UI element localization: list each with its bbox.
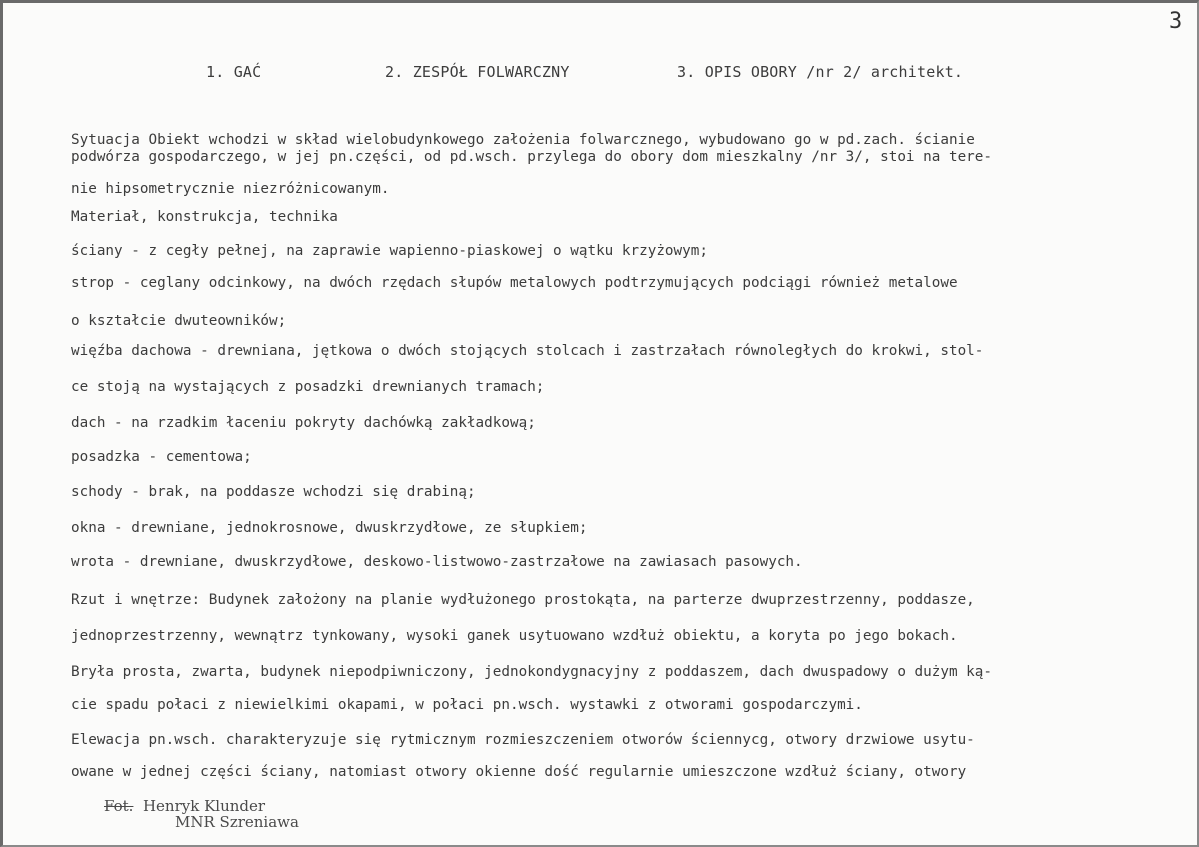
line-text: - drewniane, jednokrosnowe, dwuskrzydłowe, ze słupkiem; xyxy=(105,520,588,536)
text-line xyxy=(71,764,1191,780)
line-text: jednoprzestrzenny, wewnątrz tynkowany, wysoki ganek usytuowano wzdłuż obiektu, a koryta po jego bokach. xyxy=(71,628,958,644)
section-label: wrota xyxy=(71,554,115,570)
line-text: owane w jednej części ściany, natomiast otwory okienne dość regularnie umieszczone wzdłuż ściany, otwory xyxy=(71,764,967,780)
struck-label: Fot. xyxy=(104,797,134,815)
text-line xyxy=(71,209,1191,225)
section-label: ściany xyxy=(71,243,123,259)
line-text: - brak, na poddasze wchodzi się drabiną; xyxy=(122,484,476,500)
text-line xyxy=(71,628,1191,644)
line-text: ce stoją na wystających z posadzki drewnianych tramach; xyxy=(71,379,545,395)
text-line xyxy=(71,449,1191,465)
text-line xyxy=(71,343,1191,359)
text-line xyxy=(71,275,1191,291)
header-location: 1. GAĆ xyxy=(206,63,262,81)
text-line xyxy=(71,132,1191,148)
section-label: Sytuacja xyxy=(71,132,140,148)
text-line xyxy=(71,313,1191,329)
section-label: Materiał, konstrukcja, technika xyxy=(71,209,338,225)
text-line xyxy=(71,379,1191,395)
page-number: 3 xyxy=(1169,9,1183,34)
text-line xyxy=(71,664,1191,680)
text-line xyxy=(71,732,1191,748)
line-text: - drewniane, dwuskrzydłowe, deskowo-listwowo-zastrzałowe na zawiasach pasowych. xyxy=(114,554,803,570)
text-line xyxy=(71,149,1191,165)
text-line xyxy=(71,243,1191,259)
header-description: 3. OPIS OBORY /nr 2/ architekt. xyxy=(677,63,964,81)
line-text: charakteryzuje się rytmicznym rozmieszczeniem otworów ściennycg, otwory drzwiowe usytu- xyxy=(217,732,975,748)
section-label: posadzka xyxy=(71,449,140,465)
section-label: okna xyxy=(71,520,106,536)
line-text: Obiekt wchodzi w skład wielobudynkowego założenia folwarcznego, wybudowano go w pd.zach. ścianie xyxy=(139,132,975,148)
section-label: Elewacja pn.wsch. xyxy=(71,732,218,748)
line-text: - cementowa; xyxy=(139,449,252,465)
line-text: - ceglany odcinkowy, na dwóch rzędach słupów metalowych podtrzymujących podciągi również metalowe xyxy=(114,275,958,291)
author-name: Henryk Klunder xyxy=(142,797,266,815)
line-text: : Budynek założony na planie wydłużonego prostokąta, na parterze dwuprzestrzenny, poddasze, xyxy=(191,592,975,608)
line-text: prosta, zwarta, budynek niepodpiwniczony, jednokondygnacyjny z poddaszem, dach dwuspadowy o dużym ką- xyxy=(114,664,993,680)
section-label: dach xyxy=(71,415,106,431)
text-line xyxy=(71,554,1191,570)
section-label: Rzut i wnętrze xyxy=(71,592,192,608)
line-text: - drewniana, jętkowa o dwóch stojących stolcach i zastrzałach równoległych do krokwi, stol- xyxy=(191,343,984,359)
line-text: nie hipsometrycznie niezróżnicowanym. xyxy=(71,181,390,197)
text-line xyxy=(71,697,1191,713)
section-label: strop xyxy=(71,275,115,291)
text-line xyxy=(71,181,1191,197)
section-label: schody xyxy=(71,484,123,500)
header-complex: 2. ZESPÓŁ FOLWARCZNY xyxy=(385,63,570,81)
text-line xyxy=(71,592,1191,608)
line-text: - z cegły pełnej, na zaprawie wapienno-piaskowej o wątku krzyżowym; xyxy=(122,243,708,259)
text-line xyxy=(71,484,1191,500)
section-label: więźba dachowa xyxy=(71,343,192,359)
institution: MNR Szreniawa xyxy=(175,813,299,831)
line-text: podwórza gospodarczego, w jej pn.części, od pd.wsch. przylega do obory dom mieszkalny /nr 3/, stoi na tere- xyxy=(71,149,992,165)
text-line xyxy=(71,520,1191,536)
line-text: o kształcie dwuteowników; xyxy=(71,313,287,329)
text-line xyxy=(71,415,1191,431)
line-text: - na rzadkim łaceniu pokryty dachówką zakładkową; xyxy=(105,415,536,431)
line-text: cie spadu połaci z niewielkimi okapami, w połaci pn.wsch. wystawki z otworami gospodarczymi. xyxy=(71,697,863,713)
section-label: Bryła xyxy=(71,664,115,680)
